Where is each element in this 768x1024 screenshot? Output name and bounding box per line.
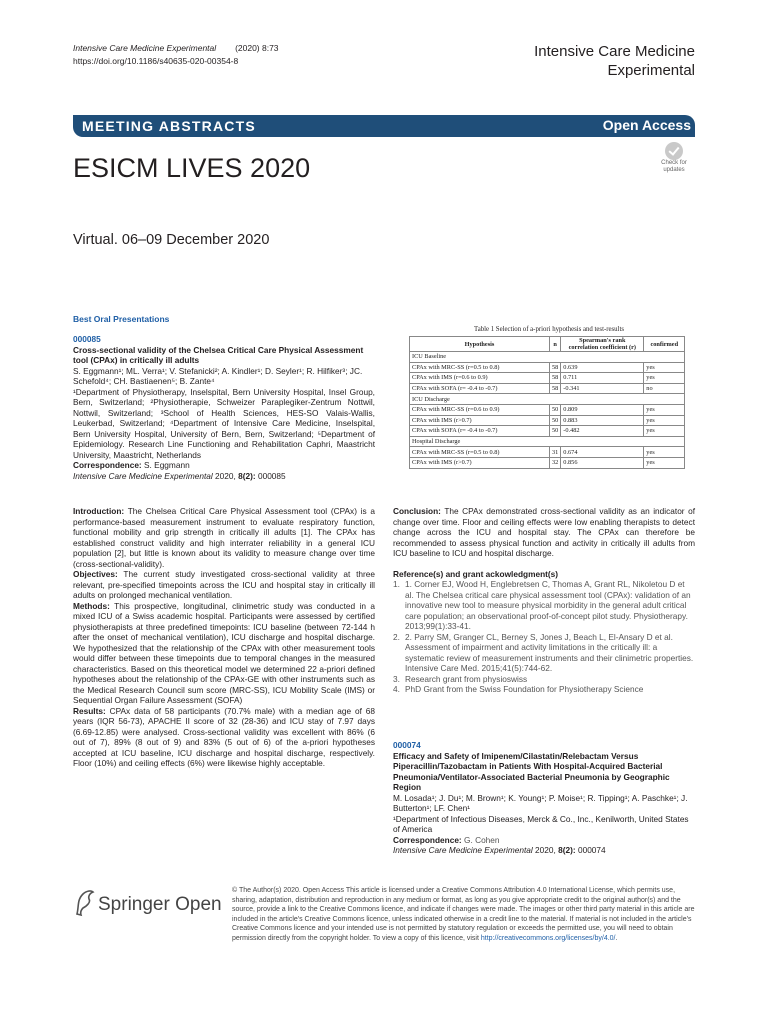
- reference-text: PhD Grant from the Swiss Foundation for Physiotherapy Science: [405, 684, 644, 694]
- reference-item: [393, 579, 695, 632]
- objectives-label: Objectives:: [73, 569, 118, 579]
- results-paragraph: [73, 706, 375, 769]
- abstract-title: Efficacy and Safety of Imipenem/Cilastatin/Relebactam Versus Piperacillin/Tazobactam in Patients With Hospital-Acquired Bacterial Pneumonia/Ventilator-Associated Bacterial Pneumonia by Geographic Region: [393, 750, 670, 792]
- section-label: Best Oral Presentations: [73, 314, 170, 324]
- references-title: Reference(s) and grant ackowledgment(s): [393, 568, 559, 579]
- table-row: [410, 447, 685, 458]
- methods-label: Methods:: [73, 600, 110, 611]
- reference-number: 3.: [393, 673, 400, 684]
- license-text: [232, 886, 695, 944]
- banner-label: MEETING ABSTRACTS: [82, 118, 256, 134]
- conclusion-text: The CPAx demonstrated cross-sectional validity as an indicator of change over time. Floor and ceiling effects were low enabling therapists to detect change across the ICU and hospital stay. The CPAx can therefore be recommended to assess physical function and activity in critically ill adults from ICU baseline to ICU and hospital discharge.: [393, 506, 696, 558]
- brand-springer: Springer: [98, 894, 170, 915]
- objectives-paragraph: [73, 569, 375, 601]
- reference-list: [393, 579, 695, 695]
- cell-r: 0.809: [561, 404, 644, 415]
- abstract-id: 000085: [73, 334, 101, 344]
- results-text: CPAx data of 58 participants (70.7% male) with a median age of 68 years (IQR 56-73), APACHE II score of 32 (28-36) and ICU stay of 7.97 days (6.69-12.85) were analysed. Cross-sectional validity was excellent with 86% (6 out of 7), 89% (8 out of 9) and 83% (5 out of 6) of the a-priori hypotheses accepted at ICU baseline, ICU discharge and hospital discharge, respectively. Floor (10%) and ceiling effects (6%) were likewise highly acceptable.: [73, 705, 375, 768]
- cell-hypothesis: CPAx with MRC-SS (r=0.6 to 0.9): [410, 404, 550, 415]
- cell-n: 50: [550, 415, 561, 426]
- citation-header: [73, 42, 279, 68]
- journal-name-line2: Experimental: [607, 62, 695, 79]
- abstract1-front: [73, 334, 375, 481]
- license-link[interactable]: http://creativecommons.org/licenses/by/4.0/: [480, 934, 616, 942]
- abstract-authors: S. Eggmann¹; ML. Verra¹; V. Stefanicki²; A. Kindler¹; D. Seyler¹; R. Hilfiker³; JC. Schefold⁴; CH. Bastiaenen⁵; B. Zante⁴: [73, 365, 363, 386]
- results-label: Results:: [73, 705, 106, 716]
- journal-ref-vol: 8(2):: [238, 470, 256, 481]
- cell-n: 58: [550, 373, 561, 384]
- cell-n: 58: [550, 362, 561, 373]
- reference-number: 2.: [393, 631, 400, 642]
- abstract1-body: [73, 506, 375, 769]
- table-section-row: [410, 436, 685, 447]
- reference-text: 2. Parry SM, Granger CL, Berney S, Jones J, Beach L, El-Ansary D et al. Assessment of impairment and activity limitations in the critically ill: a systematic review of measurement instruments and their clinimetric properties. Intensive Care Med. 2015;41(5):744-62.: [405, 631, 694, 673]
- journal-ref-title: Intensive Care Medicine Experimental: [73, 470, 213, 481]
- table-section-row: [410, 352, 685, 363]
- th-spearman-line1: Spearman's rank: [579, 337, 626, 344]
- reference-text: 1. Corner EJ, Wood H, Englebretsen C, Thomas A, Grant RL, Nikoletou D et al. The Chelsea critical care physical assessment tool (CPAx): validation of an innovative new tool to measure physical morbidity in the general adult critical care population; an observational proof-of-concept pilot study. Physiotherapy. 2013;99(1):33-41.: [405, 579, 691, 631]
- abstract-affiliations: ¹Department of Physiotherapy, Inselspital, Bern University Hospital, Insel Group, Bern, Switzerland; ²Physiotherapie, Schweizer Paraplegiker-Zentrum Nottwil, Nottwil, Switzerland; ³School of Health Sciences, HES-SO Valais-Wallis, Leukerbad, Switzerland; ⁴Department of Intensive Care Medicine, Inselspital, Bern University Hospital, University of Bern, Bern, Switzerland; ⁵Department of Epidemiology. Research Line Functioning and Rehabilitation Caphri, Maastricht University, Maastricht, Netherlands: [73, 386, 375, 460]
- correspondence-label: Correspondence:: [73, 460, 142, 470]
- cell-hypothesis: CPAx with IMS (r>0.7): [410, 457, 550, 468]
- cell-n: 31: [550, 447, 561, 458]
- journal-title-italic: Intensive Care Medicine Experimental: [73, 43, 217, 53]
- springer-horse-icon: [73, 888, 97, 918]
- journal-reference: [73, 471, 375, 482]
- cell-hypothesis: CPAx with MRC-SS (r=0.5 to 0.8): [410, 447, 550, 458]
- abstract1-continued: [393, 506, 695, 695]
- results-table: [409, 336, 685, 469]
- page-title: ESICM LIVES 2020: [73, 153, 311, 183]
- table-row: [410, 373, 685, 384]
- journal-ref-id: 000074: [577, 845, 606, 855]
- reference-number: 1.: [393, 579, 400, 589]
- conclusion-label: Conclusion:: [393, 506, 441, 516]
- table-section-row: [410, 394, 685, 405]
- reference-item: [393, 674, 695, 685]
- cell-hypothesis: CPAx with IMS (r=0.6 to 0.9): [410, 373, 550, 384]
- cell-confirmed: no: [644, 383, 685, 394]
- table-section-label: ICU Discharge: [410, 394, 685, 405]
- brand-open: Open: [175, 894, 222, 915]
- abstract-id: 000074: [393, 740, 421, 750]
- reference-number: 4.: [393, 684, 400, 694]
- introduction-paragraph: [73, 506, 375, 569]
- correspondence-label: Correspondence:: [393, 834, 462, 845]
- th-n: n: [550, 337, 561, 352]
- cell-r: -0.482: [561, 426, 644, 437]
- introduction-label: Introduction:: [73, 506, 125, 516]
- cell-n: 50: [550, 404, 561, 415]
- correspondence-name: S. Eggmann: [144, 460, 190, 470]
- check-badge-line1: Check for: [661, 160, 687, 166]
- check-badge-line2: updates: [663, 167, 685, 173]
- cell-n: 32: [550, 457, 561, 468]
- springer-open-logo: [73, 888, 97, 923]
- th-confirmed: confirmed: [644, 337, 685, 352]
- journal-ref-title: Intensive Care Medicine Experimental: [393, 845, 533, 855]
- correspondence-line: [393, 835, 695, 846]
- table-header-row: [410, 337, 685, 352]
- journal-ref-id: 000085: [257, 470, 286, 481]
- cell-confirmed: yes: [644, 457, 685, 468]
- cell-confirmed: yes: [644, 415, 685, 426]
- objectives-text: The current study investigated cross-sectional validity at three relevant, pre-specified timepoints across the ICU and hospital stay in critically ill adults on prolonged mechanical ventilation.: [73, 569, 376, 600]
- abstract2: [393, 740, 695, 856]
- abstract-title: Cross-sectional validity of the Chelsea Critical Care Physical Assessment tool (CPAx) in critically ill adults: [73, 344, 364, 365]
- journal-name: [534, 42, 695, 80]
- check-for-updates-badge[interactable]: [655, 141, 693, 181]
- cell-r: 0.883: [561, 415, 644, 426]
- table-row: [410, 383, 685, 394]
- table-body: [410, 352, 685, 469]
- cell-confirmed: yes: [644, 404, 685, 415]
- cell-confirmed: yes: [644, 426, 685, 437]
- introduction-text: The Chelsea Critical Care Physical Assessment tool (CPAx) is a performance-based measurement instrument to evaluate respiratory function, functional mobility and grip strength in critically ill adults [1]. The CPAx has established construct validity and high interrater reliability in a general ICU population [2], but little is known about its validity to measure change over time (cross-sectional-validity).: [73, 506, 376, 569]
- doi-link[interactable]: https://doi.org/10.1186/s40635-020-00354-8: [73, 56, 239, 66]
- cell-confirmed: yes: [644, 373, 685, 384]
- cell-r: 0.674: [561, 447, 644, 458]
- cell-hypothesis: CPAx with SOFA (r= -0.4 to -0.7): [410, 383, 550, 394]
- th-spearman: [561, 337, 644, 352]
- table-row: [410, 415, 685, 426]
- correspondence-name: G. Cohen: [464, 834, 500, 845]
- license-end: .: [615, 934, 618, 942]
- cell-hypothesis: CPAx with MRC-SS (r=0.5 to 0.8): [410, 362, 550, 373]
- journal-ref-year: 2020,: [535, 845, 556, 855]
- reference-item: [393, 632, 695, 674]
- cell-n: 58: [550, 383, 561, 394]
- table-row: [410, 457, 685, 468]
- reference-text: Research grant from physioswiss: [405, 673, 528, 684]
- open-access-label: Open Access: [602, 117, 691, 133]
- volume-info: (2020) 8:73: [235, 43, 279, 53]
- cell-confirmed: yes: [644, 362, 685, 373]
- methods-paragraph: [73, 601, 375, 706]
- cell-r: -0.341: [561, 383, 644, 394]
- journal-ref-vol: 8(2):: [558, 845, 576, 855]
- table-row: [410, 362, 685, 373]
- event-subtitle: Virtual. 06–09 December 2020: [73, 232, 270, 248]
- conclusion-paragraph: [393, 506, 695, 559]
- results-table-wrap: [409, 336, 685, 469]
- journal-name-line1: Intensive Care Medicine: [534, 43, 695, 60]
- license-body: © The Author(s) 2020. Open Access This article is licensed under a Creative Commons Attribution 4.0 International License, which permits use, sharing, adaptation, distribution and reproduction in any medium or format, as long as you give appropriate credit to the original author(s) and the source, provide a link to the Creative Commons licence, and indicate if changes were made. The images or other third party material in this article are included in the article's Creative Commons licence, unless indicated otherwise in a credit line to the material. If material is not included in the article's Creative Commons licence and your intended use is not permitted by statutory regulation or exceeds the permitted use, you will need to obtain permission directly from the copyright holder. To view a copy of this licence, visit: [232, 887, 695, 942]
- journal-reference: [393, 845, 695, 856]
- cell-confirmed: yes: [644, 447, 685, 458]
- table-row: [410, 404, 685, 415]
- cell-r: 0.639: [561, 362, 644, 373]
- table-section-label: ICU Baseline: [410, 352, 685, 363]
- cell-r: 0.711: [561, 373, 644, 384]
- abstract-authors: M. Losada¹; J. Du¹; M. Brown¹; K. Young¹; P. Moise¹; R. Tipping¹; A. Paschke¹; J. Butterton¹; LF. Chen¹: [393, 792, 688, 813]
- cell-n: 50: [550, 426, 561, 437]
- check-updates-icon: [665, 142, 683, 160]
- table-caption: Table 1 Selection of a-priori hypothesis and test-results: [474, 326, 624, 333]
- table-row: [410, 426, 685, 437]
- methods-text: This prospective, longitudinal, clinimetric study was conducted in a mixed ICU of a Swiss academic hospital. Participants were assessed by certified physiotherapists at three predefined timepoints: ICU baseline (between 72-144 h after the onset of mechanical ventilation), ICU discharge and hospital discharge. We hypothesized that the relationship of the CPAx with other measurement tools would differ between these timepoints due to temporal changes in the measured characteristics. Based on this theoretical model we determined 22 a-priori defined hypotheses about the relationship of the CPAx-GE with other instruments such as the Medical Research Council sum score (MRC-SS), ICU Mobility Scale (IMS) or Sequential Organ Failure Assessment (SOFA): [73, 600, 376, 705]
- correspondence-line: [73, 460, 375, 471]
- th-spearman-line2: correlation coefficient (r): [568, 344, 636, 351]
- springer-open-brand: [98, 894, 222, 916]
- cell-hypothesis: CPAx with SOFA (r= -0.4 to -0.7): [410, 426, 550, 437]
- table-section-label: Hospital Discharge: [410, 436, 685, 447]
- abstract-affiliations: ¹Department of Infectious Diseases, Merck & Co., Inc., Kenilworth, United States of America: [393, 813, 689, 834]
- cell-hypothesis: CPAx with IMS (r>0.7): [410, 415, 550, 426]
- reference-item: [393, 684, 695, 695]
- cell-r: 0.856: [561, 457, 644, 468]
- th-hypothesis: Hypothesis: [410, 337, 550, 352]
- journal-ref-year: 2020,: [215, 470, 236, 481]
